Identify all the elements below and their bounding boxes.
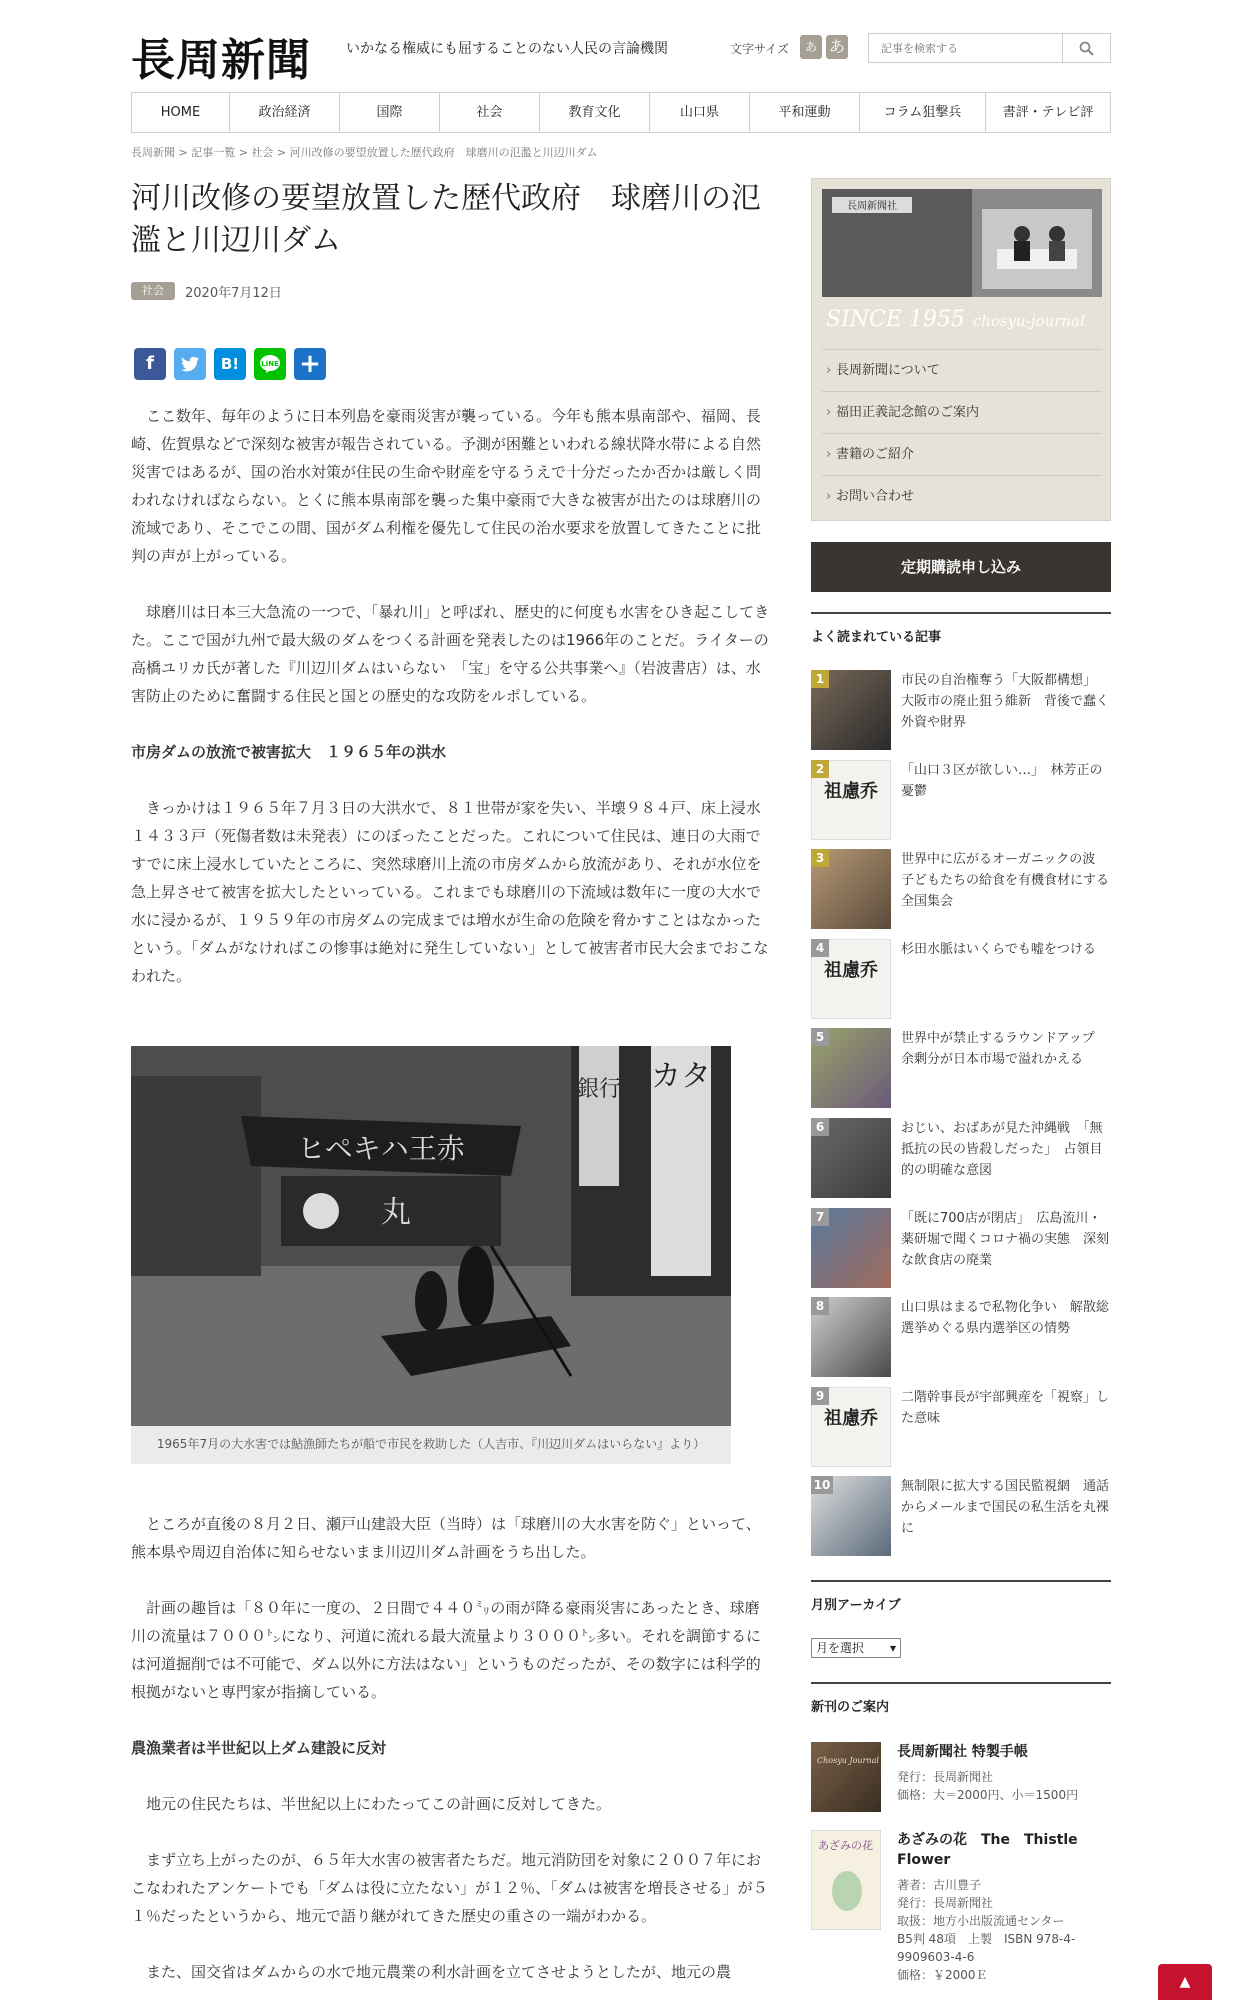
search-button[interactable] <box>1062 34 1110 62</box>
svg-text:LINE: LINE <box>261 360 279 368</box>
article-paragraph: 計画の趣旨は「８０年に一度の、２日間で４４０㍉の雨が降る豪雨災害にあったとき、球磨川の流量は７０００㌧になり、河道に流れる最大流量より３０００㌧多い。それを調節するには河道掘削では不可能で、ダム以外に方法はない」というものだったが、その数字には科学的根拠がないと専門家が指摘している。 <box>131 1599 762 1701</box>
popular-title[interactable]: 世界中が禁止するラウンドアップ 余剰分が日本市場で溢れかえる <box>901 1031 1108 1068</box>
line-share-button[interactable] <box>254 348 286 380</box>
article-paragraph: また、国交省はダムからの水で地元農業の利水計画を立てさせようとしたが、地元の農 <box>146 1963 732 1981</box>
rank-badge: 5 <box>811 1028 829 1046</box>
twitter-icon <box>174 348 206 380</box>
photo-sign-right: カタ <box>651 1059 711 1094</box>
article-paragraph: ところが直後の８月２日、瀬戸山建設大臣（当時）は「球磨川の大水害を防ぐ」といって、熊本県や周辺自治体に知らせないまま川辺川ダム計画をうち出した。 <box>131 1515 761 1561</box>
book-meta: B5判 48項 上製 ISBN 978-4-9909603-4-6 <box>897 1932 1076 1964</box>
article-paragraph: 地元の住民たちは、半世紀以上にわたってこの計画に反対してきた。 <box>146 1795 612 1813</box>
nav-column[interactable]: コラム狙撃兵 <box>860 93 986 132</box>
archive-select-value: 月を選択 <box>816 1641 865 1655</box>
nav-society[interactable]: 社会 <box>440 93 540 132</box>
article-paragraph: まず立ち上がったのが、６５年大水害の被害者たちだ。地元消防団を対象に２００７年におこなわれたアンケートでも「ダムは役に立たない」が１２％、「ダムは被害を増長させる」が５１％だったというから、地元で語り継がれてきた歴史の重さの一端がわかる。 <box>131 1851 768 1925</box>
back-to-top-button[interactable]: ▲ <box>1158 1964 1212 2000</box>
book-cover[interactable] <box>811 1742 881 1812</box>
category-badge[interactable]: 社会 <box>131 282 175 300</box>
rank-badge: 9 <box>811 1387 829 1405</box>
book-meta: 価格：大＝2000円、小＝1500円 <box>897 1788 1079 1802</box>
nav-education[interactable]: 教育文化 <box>540 93 650 132</box>
rank-badge: 8 <box>811 1297 829 1315</box>
since-label <box>826 307 1085 332</box>
sidebar-link-contact[interactable]: › お問い合わせ <box>822 475 1102 517</box>
thumb-logo: 祖慮乔 <box>824 959 878 981</box>
hatena-share-button[interactable] <box>214 348 246 380</box>
nav-politics[interactable]: 政治経済 <box>230 93 340 132</box>
book-item[interactable] <box>811 1830 1111 1982</box>
font-size-label: 文字サイズ <box>730 42 790 56</box>
popular-title[interactable]: おじい、おばあが見た沖縄戦 「無抵抗の民の皆殺しだった」 占領目的の明確な意図 <box>901 1120 1103 1178</box>
thumb-logo: 祖慮乔 <box>824 780 878 802</box>
popular-item[interactable] <box>811 1387 1111 1477</box>
article-title: 河川改修の要望放置した歴代政府 球磨川の氾濫と川辺川ダム <box>131 181 761 258</box>
book-title[interactable]: あざみの花 The Thistle Flower <box>897 1832 1092 1868</box>
sidebar-link-about[interactable]: › 長周新聞について <box>822 349 1102 391</box>
rank-badge: 4 <box>811 939 829 957</box>
article-paragraph: きっかけは１９６５年７月３日の大洪水で、８１世帯が家を失い、半壊９８４戸、床上浸水１４３３戸（死傷者数は未発表）にのぼったことだった。これについて住民は、連日の大雨ですでに床上浸水していたところに、突然球磨川上流の市房ダムから放流があり、それが水位を急上昇させて被害を拡大したといっている。これまでも球磨川の下流域は数年に一度の大水で水に浸かるが、１９５９年の市房ダムの完成までは増水が生命の危険を脅かすことはなかったという。「ダムがなければこの惨事は絶対に発生していない」として被害者市民大会までおこなわれた。 <box>131 799 769 985</box>
popular-item[interactable] <box>811 939 1111 1029</box>
sidebar-links <box>822 349 1102 517</box>
nav-yamaguchi[interactable]: 山口県 <box>650 93 750 132</box>
photo-sign-bank: 銀行 <box>576 1077 622 1102</box>
sidebar-about-box <box>811 178 1111 521</box>
flood-photo-art <box>131 1046 731 1426</box>
office-photo <box>822 189 1102 297</box>
line-icon <box>254 348 286 380</box>
office-photo-sign: 長周新聞社 <box>847 201 897 212</box>
search-icon <box>1079 41 1094 56</box>
search-box <box>868 33 1111 63</box>
book-cover-art <box>832 1871 862 1911</box>
book-meta: 価格：￥2000Ｅ <box>897 1968 988 1982</box>
popular-title[interactable]: 杉田水脈はいくらでも嘘をつける <box>901 941 1096 957</box>
article-subheading: 農漁業者は半世紀以上ダム建設に反対 <box>131 1739 387 1757</box>
books-heading: 新刊のご案内 <box>811 1682 1111 1715</box>
search-input[interactable] <box>869 34 1061 62</box>
breadcrumb[interactable]: 長周新聞 > 記事一覧 > 社会 > 河川改修の要望放置した歴代政府 球磨川の氾濫と川辺川ダム <box>131 146 598 159</box>
popular-title[interactable]: 山口県はまるで私物化争い 解散総選挙めぐる県内選挙区の情勢 <box>901 1300 1109 1337</box>
figure-caption: 1965年7月の大水害では鮎漁師たちが船で市民を救助した（人吉市、『川辺川ダムはいらない』より） <box>131 1426 731 1464</box>
popular-title[interactable]: 無制限に拡大する国民監視網 通話からメールまで国民の私生活を丸裸に <box>901 1479 1110 1537</box>
article-date: 2020年7月12日 <box>185 286 282 301</box>
sidebar-link-memorial[interactable]: › 福田正義記念館のご案内 <box>822 391 1102 433</box>
popular-list <box>811 670 1111 1566</box>
main-nav <box>131 92 1111 133</box>
article-body <box>131 402 771 1018</box>
article-paragraph: ここ数年、毎年のように日本列島を豪雨災害が襲っている。今年も熊本県南部や、福岡、長崎、佐賀県などで深刻な被害が報告されている。予測が困難といわれる線状降水帯による自然災害ではあるが、国の治水対策が住民の生命や財産を守るうえで十分だったか否かは厳しく問われなければならない。とくに熊本県南部を襲った集中豪雨で大きな被害が出たのは球磨川の流域であり、そこでこの間、国がダム利権を優先して住民の治水要求を放置してきたことに批判の声が上がっている。 <box>131 407 762 565</box>
popular-title[interactable]: 「山口３区が欲しい…」 林芳正の憂鬱 <box>901 762 1103 799</box>
photo-banner-text: ヒペキハ王赤 <box>297 1132 465 1165</box>
thumb-logo: 祖慮乔 <box>824 1407 878 1429</box>
rank-badge: 7 <box>811 1208 829 1226</box>
article-subheading: 市房ダムの放流で被害拡大 １９６５年の洪水 <box>131 743 447 761</box>
addtoany-share-button[interactable] <box>294 348 326 380</box>
popular-item[interactable] <box>811 670 1111 760</box>
sidebar-link-books[interactable]: › 書籍のご紹介 <box>822 433 1102 475</box>
rank-badge: 10 <box>811 1476 833 1494</box>
since-year: SINCE 1955 <box>826 307 965 332</box>
popular-title[interactable]: 「既に700店が閉店」 広島流川・薬研堀で聞くコロナ禍の実態 深刻な飲食店の廃業 <box>901 1210 1110 1268</box>
book-cover-title: Chosyu Journal <box>817 1756 879 1765</box>
plus-icon: + <box>299 349 321 379</box>
article-body-continued <box>131 1510 771 2000</box>
popular-item[interactable] <box>811 849 1111 939</box>
since-subtitle: chosyu-journal <box>972 312 1085 330</box>
popular-item[interactable] <box>811 760 1111 850</box>
rank-badge: 2 <box>811 760 829 778</box>
book-item[interactable] <box>811 1742 1111 1817</box>
hatena-icon: B! <box>220 355 240 373</box>
rank-badge: 1 <box>811 670 829 688</box>
book-meta: 発行：長周新聞社 <box>897 1896 994 1910</box>
font-size-large-button[interactable]: あ <box>826 35 848 59</box>
popular-title[interactable]: 世界中に広がるオーガニックの波 子どもたちの給食を有機食材にする全国集会 <box>901 852 1110 910</box>
popular-item[interactable] <box>811 1476 1111 1566</box>
flood-photo[interactable] <box>131 1046 731 1426</box>
site-tagline: いかなる権威にも屈することのない人民の言論機関 <box>346 41 668 57</box>
book-cover-title: あざみの花 <box>818 1839 873 1852</box>
nav-review[interactable]: 書評・テレビ評 <box>1002 105 1094 120</box>
book-meta: 取扱：地方小出版流通センター <box>897 1914 1065 1928</box>
popular-title[interactable]: 二階幹事長が宇部興産を「視察」した意味 <box>901 1389 1110 1426</box>
book-title[interactable]: 長周新聞社 特製手帳 <box>897 1744 1028 1760</box>
twitter-share-button[interactable] <box>174 348 206 380</box>
site-logo[interactable]: 長周新聞 <box>131 35 311 86</box>
font-size-small-button[interactable]: あ <box>800 35 822 59</box>
nav-international[interactable]: 国際 <box>340 93 440 132</box>
book-cover[interactable] <box>811 1830 881 1930</box>
archive-month-select[interactable] <box>811 1638 901 1658</box>
popular-item[interactable] <box>811 1297 1111 1387</box>
facebook-share-button[interactable] <box>134 348 166 380</box>
nav-peace[interactable]: 平和運動 <box>750 93 860 132</box>
subscribe-button[interactable]: 定期購読申し込み <box>811 542 1111 592</box>
popular-heading: よく読まれている記事 <box>811 612 1111 645</box>
popular-item[interactable] <box>811 1208 1111 1298</box>
book-meta: 発行：長周新聞社 <box>897 1770 994 1784</box>
popular-item[interactable] <box>811 1028 1111 1118</box>
book-meta: 著者：古川豊子 <box>897 1878 982 1892</box>
rank-badge: 3 <box>811 849 829 867</box>
facebook-icon: f <box>146 353 154 374</box>
popular-title[interactable]: 市民の自治権奪う「大阪都構想」 大阪市の廃止狙う維新 背後で蠢く外資や財界 <box>901 673 1110 730</box>
archive-heading: 月別アーカイブ <box>811 1580 1111 1613</box>
popular-item[interactable] <box>811 1118 1111 1208</box>
article-figure <box>131 1046 731 1464</box>
photo-banner-circle-text: 丸 <box>381 1195 411 1230</box>
article-paragraph: 球磨川は日本三大急流の一つで、「暴れ川」と呼ばれ、歴史的に何度も水害をひき起こしてきた。ここで国が九州で最大級のダムをつくる計画を発表したのは1966年のことだ。ライターの高橋ユリカ氏が著した『川辺川ダムはいらない 「宝」を守る公共事業へ』（岩波書店）は、水害防止のために奮闘する住民と国との歴史的な攻防をルポしている。 <box>131 603 770 705</box>
rank-badge: 6 <box>811 1118 829 1136</box>
nav-home[interactable]: HOME <box>132 93 230 132</box>
